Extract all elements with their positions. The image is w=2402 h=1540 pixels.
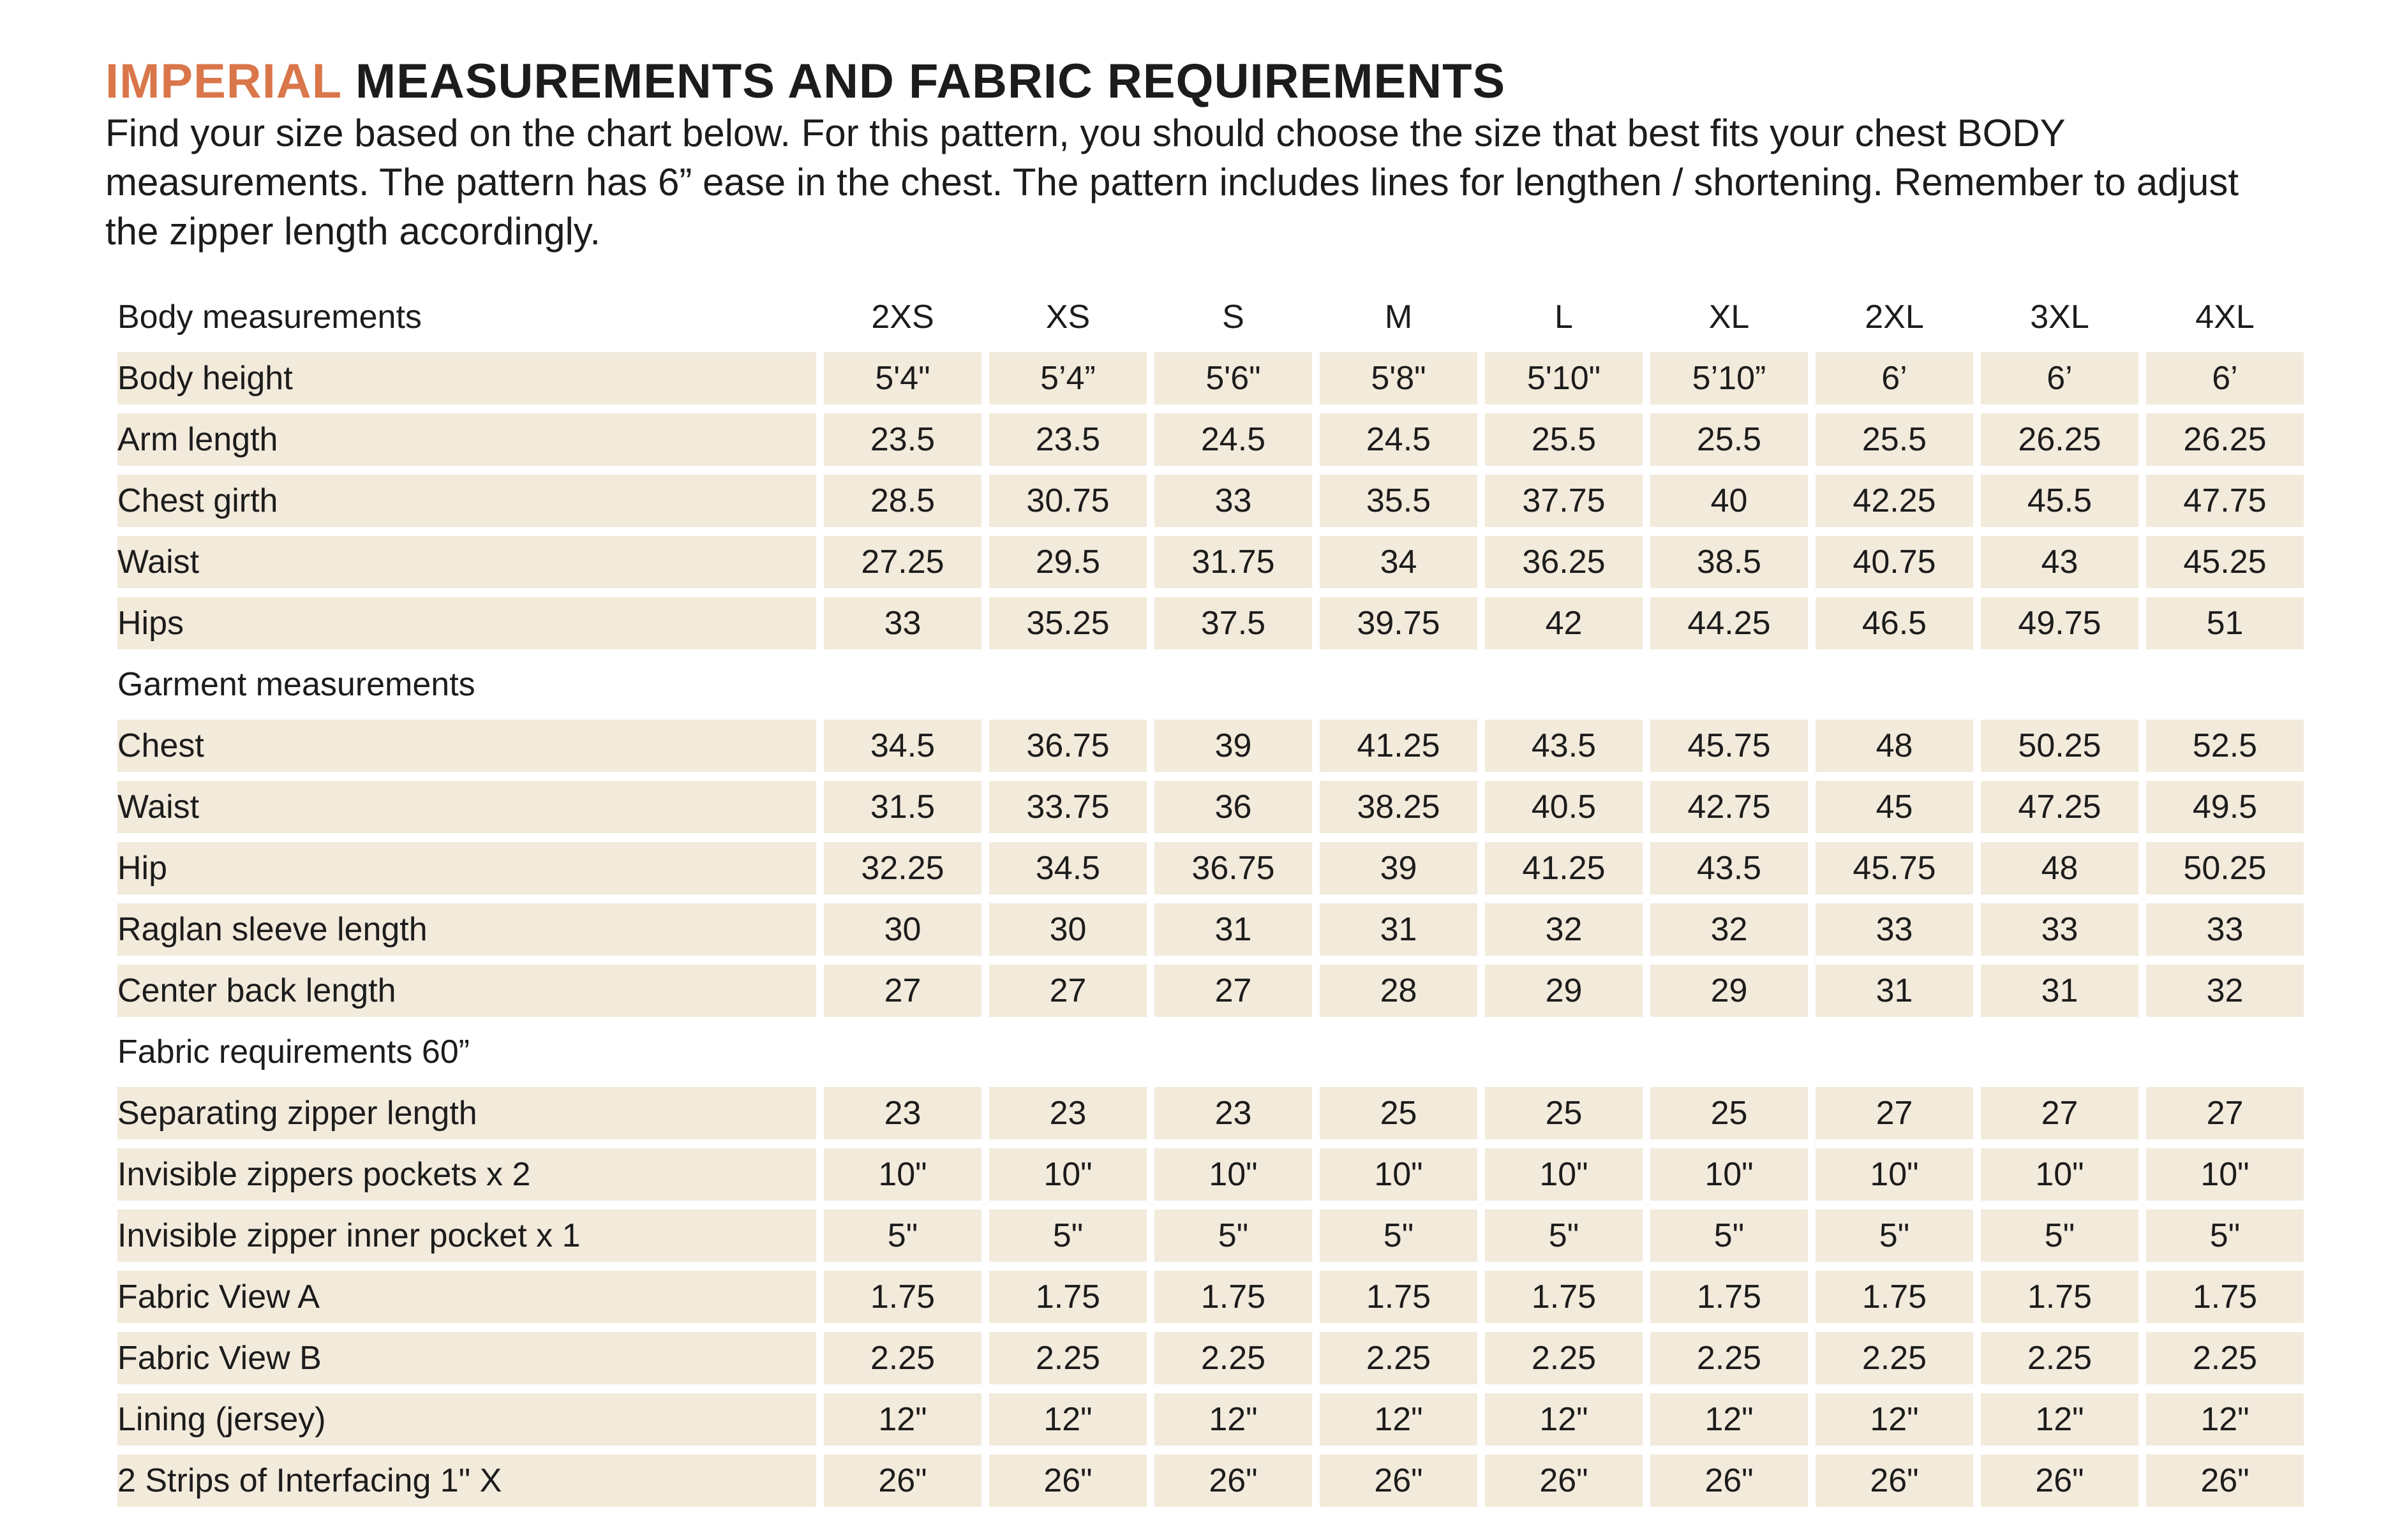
value-cell: 10" [1485,1148,1643,1201]
value-cell: 10" [1154,1148,1312,1201]
value-cell: 31 [1816,965,1973,1017]
value-cell: 1.75 [1154,1271,1312,1323]
value-cell: 27 [1981,1087,2138,1139]
value-cell: 47.25 [1981,781,2138,833]
value-cell: 1.75 [1320,1271,1477,1323]
row-label: Fabric View A [117,1271,816,1323]
value-cell: 31 [1154,903,1312,956]
value-cell: 1.75 [824,1271,981,1323]
value-cell: 1.75 [989,1271,1147,1323]
value-cell: 33 [824,597,981,649]
fabric-requirement-row [117,1332,2304,1384]
garment-measurements-header: Garment measurements [117,658,2304,711]
value-cell: 37.5 [1154,597,1312,649]
value-cell: 2.25 [2146,1332,2304,1384]
value-cell: 5" [989,1210,1147,1262]
row-label: Lining (jersey) [117,1393,816,1446]
value-cell: 25 [1320,1087,1477,1139]
value-cell: 23.5 [824,413,981,466]
row-label: Hips [117,597,816,649]
value-cell: 42 [1485,597,1643,649]
value-cell: 1.75 [1650,1271,1808,1323]
fabric-requirement-row [117,1148,2304,1201]
value-cell: 10" [1981,1148,2138,1201]
value-cell: 46.5 [1816,597,1973,649]
row-label: Invisible zipper inner pocket x 1 [117,1210,816,1262]
size-header-m: M [1384,299,1413,336]
value-cell: 38.5 [1650,536,1808,588]
value-cell: 32 [1485,903,1643,956]
value-cell: 30 [989,903,1147,956]
value-cell: 42.75 [1650,781,1808,833]
value-cell: 34 [1320,536,1477,588]
value-cell: 52.5 [2146,720,2304,772]
value-cell: 25.5 [1485,413,1643,466]
value-cell: 50.25 [2146,842,2304,894]
value-cell: 26" [2146,1455,2304,1507]
value-cell: 23 [989,1087,1147,1139]
value-cell: 34.5 [824,720,981,772]
size-header-l: L [1555,299,1573,336]
value-cell: 44.25 [1650,597,1808,649]
row-label: Waist [117,781,816,833]
body-measurement-row [117,413,2304,466]
value-cell: 10" [1816,1148,1973,1201]
value-cell: 2.25 [1650,1332,1808,1384]
value-cell: 2.25 [824,1332,981,1384]
value-cell: 26" [989,1455,1147,1507]
value-cell: 36.75 [1154,842,1312,894]
value-cell: 23.5 [989,413,1147,466]
value-cell: 25 [1485,1087,1643,1139]
value-cell: 39 [1154,720,1312,772]
size-header-xl: XL [1708,299,1750,336]
value-cell: 45.5 [1981,475,2138,527]
garment-measurement-row [117,842,2304,894]
size-header-s: S [1222,299,1244,336]
garment-measurement-row [117,720,2304,772]
value-cell: 5" [1320,1210,1477,1262]
title-rest: MEASUREMENTS AND FABRIC REQUIREMENTS [355,54,1506,108]
row-label: 2 Strips of Interfacing 1" X [117,1455,816,1507]
value-cell: 35.5 [1320,475,1477,527]
fabric-requirement-row [117,1087,2304,1139]
row-label: Waist [117,536,816,588]
value-cell: 12" [1320,1393,1477,1446]
value-cell: 45 [1816,781,1973,833]
value-cell: 10" [2146,1148,2304,1201]
value-cell: 5" [2146,1210,2304,1262]
measurement-table [110,282,2311,1516]
fabric-requirements-header: Fabric requirements 60” [117,1026,2304,1078]
value-cell: 2.25 [1154,1332,1312,1384]
value-cell: 33 [1981,903,2138,956]
value-cell: 5" [1816,1210,1973,1262]
value-cell: 31 [1320,903,1477,956]
value-cell: 12" [989,1393,1147,1446]
value-cell: 42.25 [1816,475,1973,527]
value-cell: 27.25 [824,536,981,588]
value-cell: 2.25 [1981,1332,2138,1384]
garment-measurement-row [117,781,2304,833]
intro-paragraph: Find your size based on the chart below. For this pattern, you should choose the size that best fits your chest BODY measurements. The pattern has 6” ease in the chest. The pattern includes lines for lengthen / shortening. Remember to adjust the zipper length accordingly. [105,112,2239,253]
value-cell: 26.25 [2146,413,2304,466]
value-cell: 35.25 [989,597,1147,649]
body-measurements-header: Body measurements [117,299,422,336]
size-header-row [117,291,2304,343]
size-header-2xs: 2XS [871,299,934,336]
value-cell: 25.5 [1816,413,1973,466]
value-cell: 33.75 [989,781,1147,833]
value-cell: 26" [1650,1455,1808,1507]
value-cell: 48 [1816,720,1973,772]
value-cell: 26" [1320,1455,1477,1507]
value-cell: 28.5 [824,475,981,527]
value-cell: 12" [1816,1393,1973,1446]
value-cell: 26" [1981,1455,2138,1507]
value-cell: 36 [1154,781,1312,833]
value-cell: 5" [1154,1210,1312,1262]
row-label: Hip [117,842,816,894]
value-cell: 26" [824,1455,981,1507]
value-cell: 12" [1485,1393,1643,1446]
value-cell: 10" [1650,1148,1808,1201]
value-cell: 2.25 [989,1332,1147,1384]
value-cell: 27 [1154,965,1312,1017]
value-cell: 40.75 [1816,536,1973,588]
value-cell: 5'6" [1154,352,1312,404]
value-cell: 1.75 [1981,1271,2138,1323]
fabric-requirement-row [117,1455,2304,1507]
row-label: Raglan sleeve length [117,903,816,956]
value-cell: 43 [1981,536,2138,588]
value-cell: 32.25 [824,842,981,894]
value-cell: 10" [824,1148,981,1201]
value-cell: 40 [1650,475,1808,527]
value-cell: 43.5 [1650,842,1808,894]
value-cell: 6’ [1981,352,2138,404]
value-cell: 5'8" [1320,352,1477,404]
value-cell: 45.75 [1816,842,1973,894]
fabric-requirement-row [117,1393,2304,1446]
value-cell: 10" [1320,1148,1477,1201]
value-cell: 31.5 [824,781,981,833]
value-cell: 2.25 [1485,1332,1643,1384]
body-measurement-row [117,475,2304,527]
value-cell: 24.5 [1154,413,1312,466]
size-header-xs: XS [1045,299,1091,336]
value-cell: 38.25 [1320,781,1477,833]
fabric-requirement-row [117,1271,2304,1323]
value-cell: 26" [1154,1455,1312,1507]
value-cell: 26" [1485,1455,1643,1507]
value-cell: 25.5 [1650,413,1808,466]
value-cell: 5’4” [989,352,1147,404]
value-cell: 39.75 [1320,597,1477,649]
value-cell: 12" [1650,1393,1808,1446]
value-cell: 29 [1650,965,1808,1017]
title-accent: IMPERIAL [105,54,341,108]
value-cell: 40.5 [1485,781,1643,833]
body-measurement-row [117,352,2304,404]
value-cell: 1.75 [1485,1271,1643,1323]
value-cell: 33 [1816,903,1973,956]
value-cell: 29 [1485,965,1643,1017]
row-label: Body height [117,352,816,404]
value-cell: 5'4" [824,352,981,404]
value-cell: 39 [1320,842,1477,894]
value-cell: 32 [2146,965,2304,1017]
value-cell: 27 [989,965,1147,1017]
value-cell: 12" [824,1393,981,1446]
value-cell: 33 [2146,903,2304,956]
value-cell: 37.75 [1485,475,1643,527]
value-cell: 48 [1981,842,2138,894]
value-cell: 6’ [1816,352,1973,404]
value-cell: 32 [1650,903,1808,956]
body-measurement-row [117,597,2304,649]
value-cell: 41.25 [1320,720,1477,772]
value-cell: 29.5 [989,536,1147,588]
row-label: Arm length [117,413,816,466]
value-cell: 49.5 [2146,781,2304,833]
row-label: Invisible zippers pockets x 2 [117,1148,816,1201]
value-cell: 47.75 [2146,475,2304,527]
value-cell: 5" [1981,1210,2138,1262]
value-cell: 25 [1650,1087,1808,1139]
value-cell: 41.25 [1485,842,1643,894]
value-cell: 45.75 [1650,720,1808,772]
value-cell: 5’10” [1650,352,1808,404]
value-cell: 50.25 [1981,720,2138,772]
value-cell: 27 [1816,1087,1973,1139]
value-cell: 5" [1650,1210,1808,1262]
value-cell: 12" [1981,1393,2138,1446]
value-cell: 1.75 [1816,1271,1973,1323]
value-cell: 33 [1154,475,1312,527]
size-header-3xl: 3XL [2030,299,2089,336]
value-cell: 28 [1320,965,1477,1017]
value-cell: 5'10" [1485,352,1643,404]
size-header-4xl: 4XL [2195,299,2255,336]
value-cell: 26.25 [1981,413,2138,466]
page-title [105,50,1505,114]
value-cell: 6’ [2146,352,2304,404]
value-cell: 12" [2146,1393,2304,1446]
value-cell: 30.75 [989,475,1147,527]
value-cell: 12" [1154,1393,1312,1446]
value-cell: 30 [824,903,981,956]
value-cell: 43.5 [1485,720,1643,772]
value-cell: 49.75 [1981,597,2138,649]
value-cell: 2.25 [1320,1332,1477,1384]
row-label: Center back length [117,965,816,1017]
value-cell: 5" [1485,1210,1643,1262]
row-label: Chest [117,720,816,772]
garment-measurement-row [117,903,2304,956]
row-label: Separating zipper length [117,1087,816,1139]
value-cell: 24.5 [1320,413,1477,466]
row-label: Chest girth [117,475,816,527]
value-cell: 23 [824,1087,981,1139]
value-cell: 51 [2146,597,2304,649]
value-cell: 23 [1154,1087,1312,1139]
value-cell: 45.25 [2146,536,2304,588]
value-cell: 36.75 [989,720,1147,772]
value-cell: 27 [824,965,981,1017]
size-header-2xl: 2XL [1865,299,1924,336]
fabric-requirement-row [117,1210,2304,1262]
value-cell: 1.75 [2146,1271,2304,1323]
garment-measurements-header-row [117,658,2304,711]
value-cell: 5" [824,1210,981,1262]
value-cell: 34.5 [989,842,1147,894]
value-cell: 26" [1816,1455,1973,1507]
value-cell: 31 [1981,965,2138,1017]
fabric-requirements-header-row [117,1026,2304,1078]
value-cell: 10" [989,1148,1147,1201]
value-cell: 36.25 [1485,536,1643,588]
garment-measurement-row [117,965,2304,1017]
row-label: Fabric View B [117,1332,816,1384]
value-cell: 31.75 [1154,536,1312,588]
value-cell: 27 [2146,1087,2304,1139]
value-cell: 2.25 [1816,1332,1973,1384]
body-measurement-row [117,536,2304,588]
